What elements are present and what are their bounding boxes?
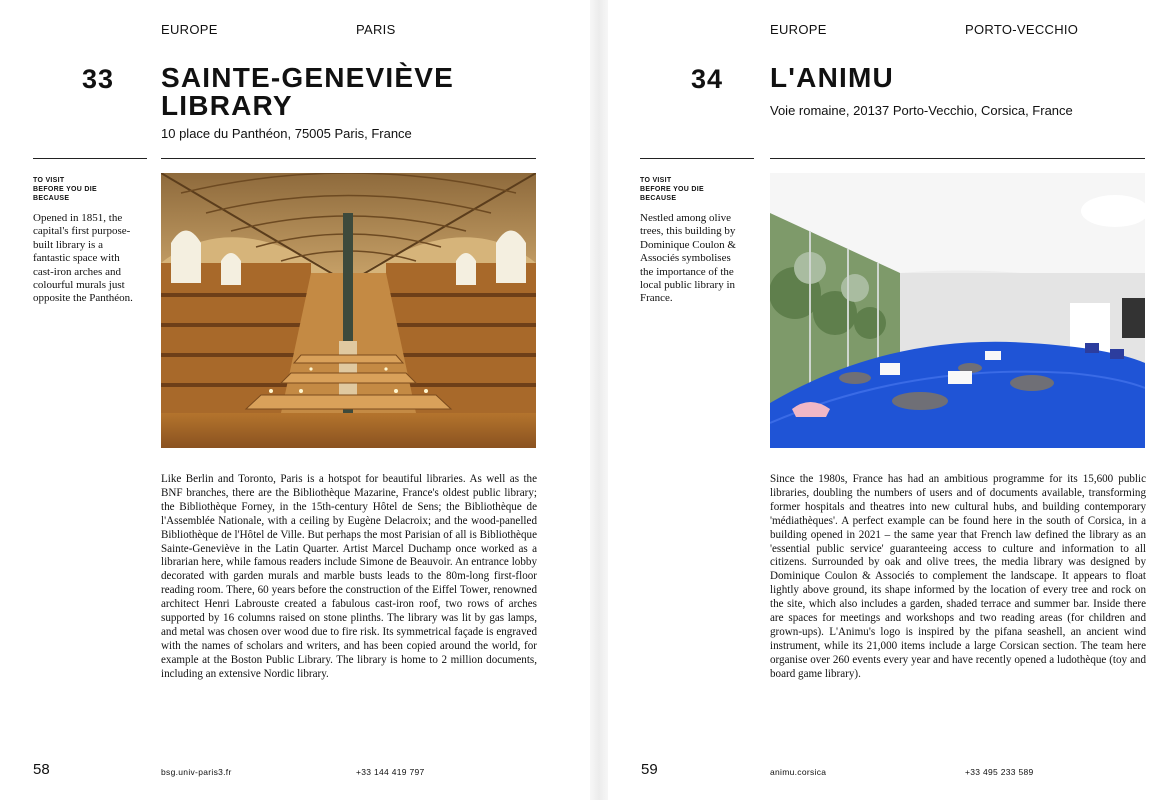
side-label-line-3: BECAUSE — [640, 195, 677, 202]
main-rule — [770, 158, 1145, 159]
book-gutter — [590, 0, 608, 800]
side-rule — [33, 158, 147, 159]
entry-title — [161, 64, 454, 120]
entry-title: L'ANIMU — [770, 62, 894, 93]
body-text: Like Berlin and Toronto, Paris is a hotspot for beautiful libraries. As well as the BNF branches, there are the Bibliothèque Mazarine, France's oldest public library; the Bibliothèque Forney, in the 15th-century Hôtel de Sens; the Bibliothèque de l'Assemblée Nationale, with a ceiling by Eugène Delacroix; and the wood-panelled Bibliothèque de l'Hôtel de Ville. But perhaps the most Parisian of all is Bibliothèque Sainte-Geneviève in the Latin Quarter. Artist Marcel Duchamp once worked as a librarian here, while famous readers include Simone de Beauvoir. An entrance lobby decorated with garden murals and marble busts leads to the 80m-long first-floor reading room. There, 60 years before the construction of the Eiffel Tower, renowned architect Henri Labrouste created a fabulous cast-iron roof, two rows of arches supported by 16 columns raised on stone plinths. The library was lit by gas lamps, and metal was chosen over wood due to fire risk. Its symmetrical façade is engraved with the names of scholars and writers, and has been copied around the world, for example at the Boston Public Library. The library is home to 2 million documents, including an extensive Nordic library. — [161, 473, 537, 680]
page-number: 59 — [641, 761, 658, 778]
side-label-line-2: BEFORE YOU DIE — [640, 186, 704, 193]
side-label — [33, 176, 113, 203]
page-number: 58 — [33, 761, 50, 778]
main-rule — [161, 158, 536, 159]
side-text: Nestled among olive trees, this building by Dominique Coulon & Associés symbolises the importance of the local public library in France. — [640, 212, 736, 305]
body-text: Since the 1980s, France has had an ambitious programme for its 15,600 public libraries, doubling the numbers of users and of documents available, transforming former hospitals and theatres into new cultural hubs, and building contemporary 'médiathèques'. A perfect example can be found here in the south of Corsica, in a building opened in 2021 – the same year that French law defined the library as an 'essential public service' guaranteeing access to culture and information to all citizens. Surrounded by oak and olive trees, the media library was designed by Dominique Coulon & Associés to complement the landscape. It appears to float lightly above ground, its shape informed by the location of every tree and rock on the site, which also includes a garden, shaded terrace and summer bar. Inside there are spaces for meetings and workshops and two reading areas (for children and grown-ups). L'Animu's logo is inspired by the pifana seashell, an ancient wind instrument, while its 21,000 items include a large Corsican section. The team here organise over 260 events every year and have recently opened a ludothèque (toy and board game library). — [770, 473, 1146, 680]
entry-address: Voie romaine, 20137 Porto-Vecchio, Corsica, France — [770, 103, 1073, 118]
region-label: EUROPE — [161, 22, 218, 37]
side-text: Opened in 1851, the capital's first purpose-built library is a fantastic space with cast-iron arches and colourful murals just opposite the Panthéon. — [33, 212, 133, 305]
entry-number: 33 — [82, 64, 115, 94]
entry-number: 34 — [691, 64, 724, 94]
side-label — [640, 176, 720, 203]
entry-title-line-2: LIBRARY — [161, 90, 293, 121]
side-label-line-3: BECAUSE — [33, 195, 70, 202]
phone-number: +33 144 419 797 — [356, 767, 425, 777]
library-photo — [161, 173, 536, 448]
side-label-line-2: BEFORE YOU DIE — [33, 186, 97, 193]
city-label: PARIS — [356, 22, 396, 37]
side-rule — [640, 158, 754, 159]
website-link[interactable]: bsg.univ-paris3.fr — [161, 767, 232, 777]
region-label: EUROPE — [770, 22, 827, 37]
side-label-line-1: TO VISIT — [33, 177, 65, 184]
entry-title-line-1: SAINTE-GENEVIÈVE — [161, 62, 455, 93]
website-link[interactable]: animu.corsica — [770, 767, 827, 777]
side-label-line-1: TO VISIT — [640, 177, 672, 184]
media-library-photo — [770, 173, 1145, 448]
city-label: PORTO-VECCHIO — [965, 22, 1079, 37]
phone-number: +33 495 233 589 — [965, 767, 1034, 777]
right-page — [608, 0, 1176, 800]
entry-address: 10 place du Panthéon, 75005 Paris, France — [161, 126, 412, 141]
